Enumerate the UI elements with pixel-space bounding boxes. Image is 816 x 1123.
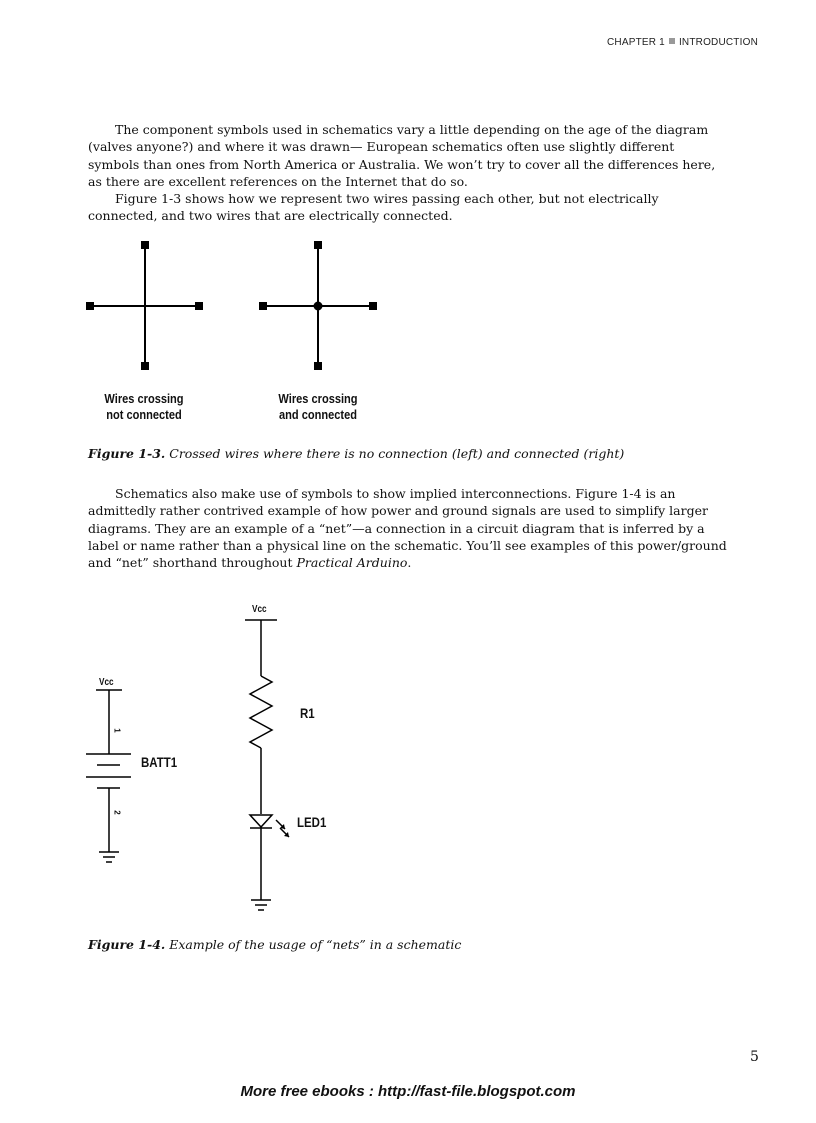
led1-label: LED1: [297, 814, 327, 830]
vcc-label-right: Vcc: [252, 604, 267, 615]
label-connected: Wires crossing and connected: [278, 391, 358, 422]
paragraph-3: Schematics also make use of symbols to show implied interconnections. Figure 1-4 is an admittedly rather contrived example of how power and ground signals are used to simplify larger diagrams. They are an example of a “net”—a connection in a circuit diagram that is inferred by a label or name rather than a physical line on the schematic. You’ll see examples of this power/ground and “net” shorthand throughout Practical Arduino.: [88, 486, 727, 571]
vcc-label-left: Vcc: [99, 677, 114, 688]
chapter-label: CHAPTER 1: [607, 37, 665, 48]
figure-1-3-caption: Figure 1-3. Crossed wires where there is no connection (left) and connected (right): [88, 446, 625, 461]
page-number: 5: [750, 1049, 759, 1065]
battery-pin-1: 1: [112, 728, 122, 733]
paragraph-1: The component symbols used in schematics vary a little depending on the age of the diagram (valves anyone?) and where it was drawn— European schematics often use slightly different symbols than ones from North America or Australia. We won’t try to cover all the differences here, as there are excellent references on the Internet that do so.: [88, 122, 716, 189]
section-label: INTRODUCTION: [678, 37, 758, 48]
battery-pin-2: 2: [112, 810, 122, 815]
r1-label: R1: [300, 705, 315, 721]
figure-1-4-schematic: [86, 620, 289, 910]
paragraph-2: Figure 1-3 shows how we represent two wires passing each other, but not electrically connected, and two wires that are electrically connected.: [88, 191, 659, 224]
figure-1-4-caption: Figure 1-4. Example of the usage of “nets” in a schematic: [88, 937, 462, 952]
footer-text: More free ebooks : http://fast-file.blogspot.com: [240, 1083, 576, 1100]
wires-connected: [260, 242, 376, 369]
wires-not-connected: [87, 242, 202, 369]
label-not-connected: Wires crossing not connected: [104, 391, 184, 422]
batt1-label: BATT1: [141, 754, 178, 770]
